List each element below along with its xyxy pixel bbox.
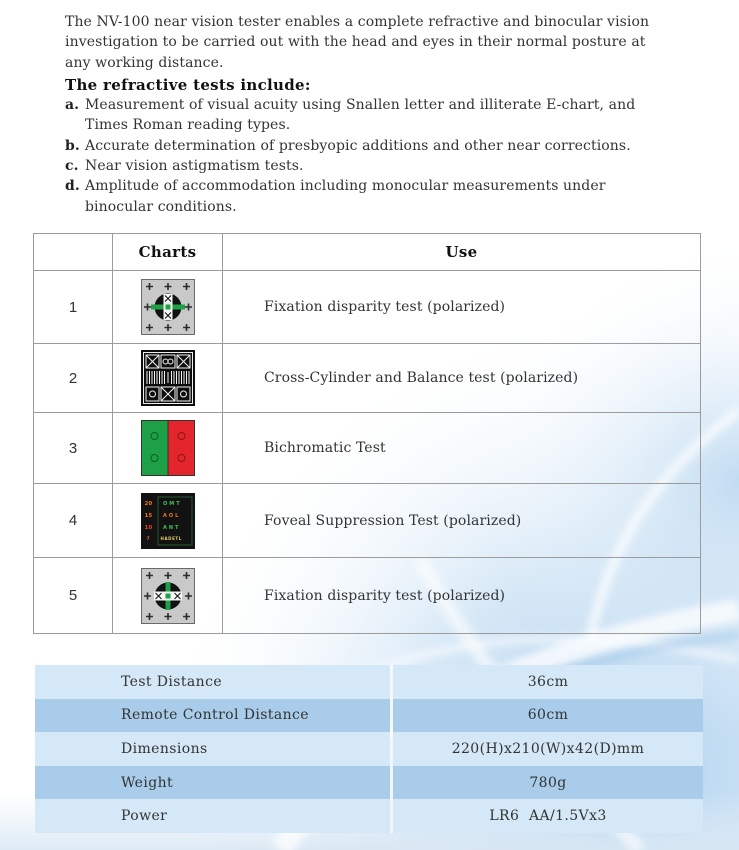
acuity-number: 20 <box>144 500 152 507</box>
spec-value: 780g <box>393 766 703 800</box>
list-item-text <box>85 95 635 136</box>
intro-paragraph <box>65 12 649 73</box>
green-center-mark <box>165 305 170 310</box>
refractive-tests-heading: The refractive tests include: <box>65 75 311 94</box>
bichromatic-chart-image <box>141 420 195 476</box>
acuity-letters-row: ANT <box>162 524 180 531</box>
table-row <box>34 558 701 634</box>
list-item-text <box>85 156 304 176</box>
specifications-table <box>35 665 703 833</box>
spec-value: LR6 AA/1.5Vx3 <box>393 799 703 833</box>
row-number: 3 <box>34 413 113 484</box>
cross-cylinder-balance-chart-image <box>141 350 195 406</box>
list-item-line: Accurate determination of presbyopic additions and other near corrections. <box>85 137 631 154</box>
acuity-number: 7 <box>146 536 150 542</box>
chart-cell <box>113 484 223 558</box>
list-item-line: Times Roman reading types. <box>85 117 291 134</box>
spec-value: 220(H)x210(W)x42(D)mm <box>393 732 703 766</box>
spec-value: 60cm <box>393 699 703 733</box>
table-row <box>34 344 701 413</box>
list-item-line: Measurement of visual acuity using Snallen letter and illiterate E-chart, and <box>85 97 636 114</box>
refractive-tests-list <box>65 95 649 217</box>
list-item-line: binocular conditions. <box>85 198 237 215</box>
spec-row-test-distance <box>35 665 703 699</box>
spec-row-remote-control-distance <box>35 699 703 733</box>
intro-line: investigation to be carried out with the head and eyes in their normal posture at <box>65 34 646 51</box>
chart-cell <box>113 344 223 413</box>
spec-row-power <box>35 799 703 833</box>
use-column-header: Use <box>223 234 701 271</box>
charts-column-header: Charts <box>113 234 223 271</box>
list-marker: d. <box>65 178 80 195</box>
acuity-number: 15 <box>144 512 152 519</box>
acuity-number: 10 <box>144 524 152 531</box>
row-number: 4 <box>34 484 113 558</box>
table-row <box>34 271 701 344</box>
intro-text-block <box>65 12 649 217</box>
list-marker: c. <box>65 158 79 175</box>
spec-label: Weight <box>35 766 390 800</box>
row-number: 2 <box>34 344 113 413</box>
spec-row-dimensions <box>35 732 703 766</box>
list-item-text <box>85 176 606 217</box>
intro-line: The NV-100 near vision tester enables a complete refractive and binocular vision <box>65 14 650 30</box>
number-column-header <box>34 234 113 271</box>
table-row <box>34 484 701 558</box>
green-center-mark <box>165 593 170 598</box>
table-row <box>34 413 701 484</box>
fixation-disparity-chart-image <box>141 568 195 624</box>
spec-row-weight <box>35 766 703 800</box>
spec-label: Power <box>35 799 390 833</box>
chart-use: Foveal Suppression Test (polarized) <box>223 484 701 558</box>
list-item <box>65 176 649 217</box>
row-number: 5 <box>34 558 113 634</box>
chart-cell <box>113 271 223 344</box>
list-item <box>65 95 649 136</box>
acuity-letters-row: AOL <box>162 512 180 519</box>
charts-table-header-row <box>34 234 701 271</box>
spec-value: 36cm <box>393 665 703 699</box>
list-item <box>65 156 649 176</box>
list-marker: b. <box>65 137 80 154</box>
chart-use: Bichromatic Test <box>223 413 701 484</box>
intro-line: any working distance. <box>65 54 224 71</box>
row-number: 1 <box>34 271 113 344</box>
list-item-line: Near vision astigmatism tests. <box>85 158 304 175</box>
list-item-text <box>85 136 631 156</box>
spec-label: Remote Control Distance <box>35 699 390 733</box>
spec-label: Test Distance <box>35 665 390 699</box>
chart-use: Cross-Cylinder and Balance test (polarized) <box>223 344 701 413</box>
green-half <box>141 421 168 476</box>
acuity-letters-row: HADETL <box>160 535 182 541</box>
red-half <box>168 421 195 476</box>
fixation-disparity-chart-image <box>141 279 195 335</box>
chart-cell <box>113 558 223 634</box>
chart-use: Fixation disparity test (polarized) <box>223 271 701 344</box>
list-item-line: Amplitude of accommodation including monocular measurements under <box>85 178 606 195</box>
foveal-suppression-chart-image <box>141 493 195 549</box>
chart-cell <box>113 413 223 484</box>
list-marker: a. <box>65 97 80 114</box>
chart-use: Fixation disparity test (polarized) <box>223 558 701 634</box>
acuity-letters-row: OMT <box>162 500 182 507</box>
charts-table <box>33 233 701 634</box>
spec-label: Dimensions <box>35 732 390 766</box>
list-item <box>65 136 649 156</box>
